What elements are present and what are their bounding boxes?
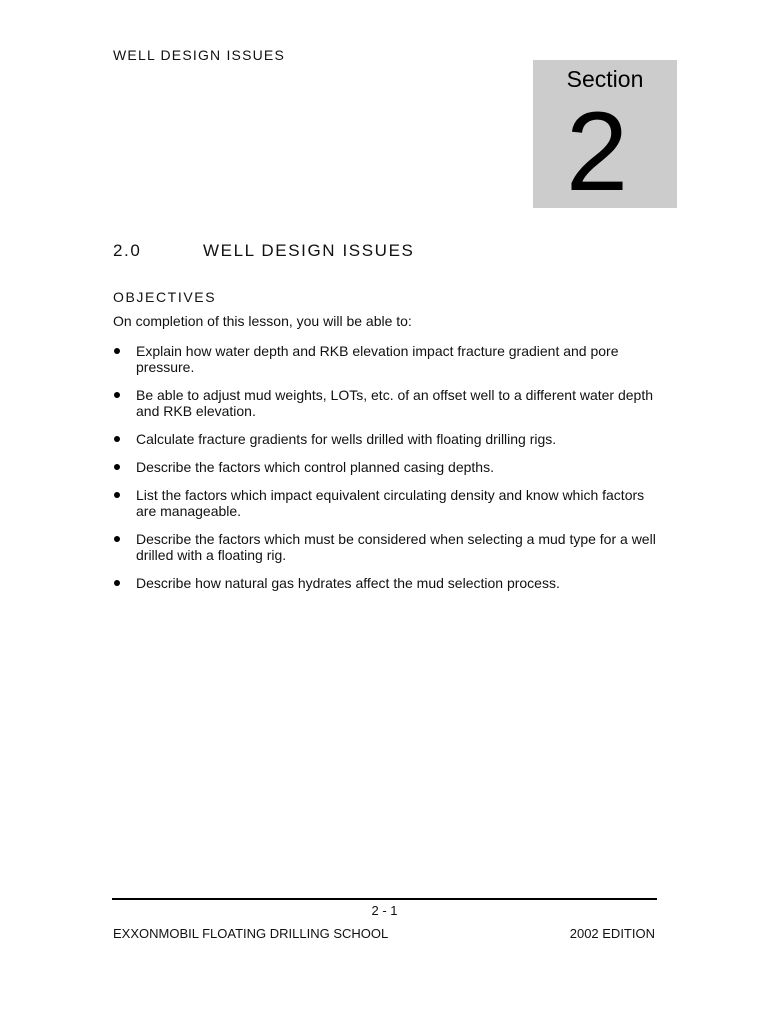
footer-divider <box>112 898 657 900</box>
list-item <box>113 487 658 519</box>
list-item-text: Describe the factors which control planned casing depths. <box>136 459 494 475</box>
objectives-intro: On completion of this lesson, you will be able to: <box>113 313 412 329</box>
list-item-text: Explain how water depth and RKB elevation impact fracture gradient and pore pressure. <box>136 343 619 375</box>
objectives-heading: OBJECTIVES <box>113 289 217 305</box>
bullet-icon <box>114 492 120 498</box>
list-item-text: Describe how natural gas hydrates affect the mud selection process. <box>136 575 560 591</box>
page-number: 2 - 1 <box>371 903 398 918</box>
list-item <box>113 343 658 375</box>
list-item <box>113 575 658 591</box>
footer-school-name: EXXONMOBIL FLOATING DRILLING SCHOOL <box>113 926 389 941</box>
bullet-icon <box>114 348 120 354</box>
list-item <box>113 387 658 419</box>
section-heading-title: WELL DESIGN ISSUES <box>203 241 415 260</box>
section-heading-number: 2.0 <box>113 241 142 260</box>
section-number: 2 <box>565 89 629 214</box>
section-heading <box>113 241 414 261</box>
list-item <box>113 431 658 447</box>
section-box <box>533 60 677 214</box>
list-item-text: Calculate fracture gradients for wells drilled with floating drilling rigs. <box>136 431 557 447</box>
objectives-list <box>113 343 658 603</box>
footer-edition: 2002 EDITION <box>569 926 655 941</box>
list-item-text: Describe the factors which must be considered when selecting a mud type for a well drilled with a floating rig. <box>136 531 656 563</box>
bullet-icon <box>114 436 120 442</box>
list-item <box>113 531 658 563</box>
bullet-icon <box>114 392 120 398</box>
section-label: Section <box>566 66 644 92</box>
running-header: WELL DESIGN ISSUES <box>113 47 286 63</box>
list-item-text: List the factors which impact equivalent circulating density and know which factors are manageable. <box>136 487 645 519</box>
bullet-icon <box>114 580 120 586</box>
list-item <box>113 459 658 475</box>
list-item-text: Be able to adjust mud weights, LOTs, etc. of an offset well to a different water depth and RKB elevation. <box>136 387 654 419</box>
bullet-icon <box>114 464 120 470</box>
bullet-icon <box>114 536 120 542</box>
